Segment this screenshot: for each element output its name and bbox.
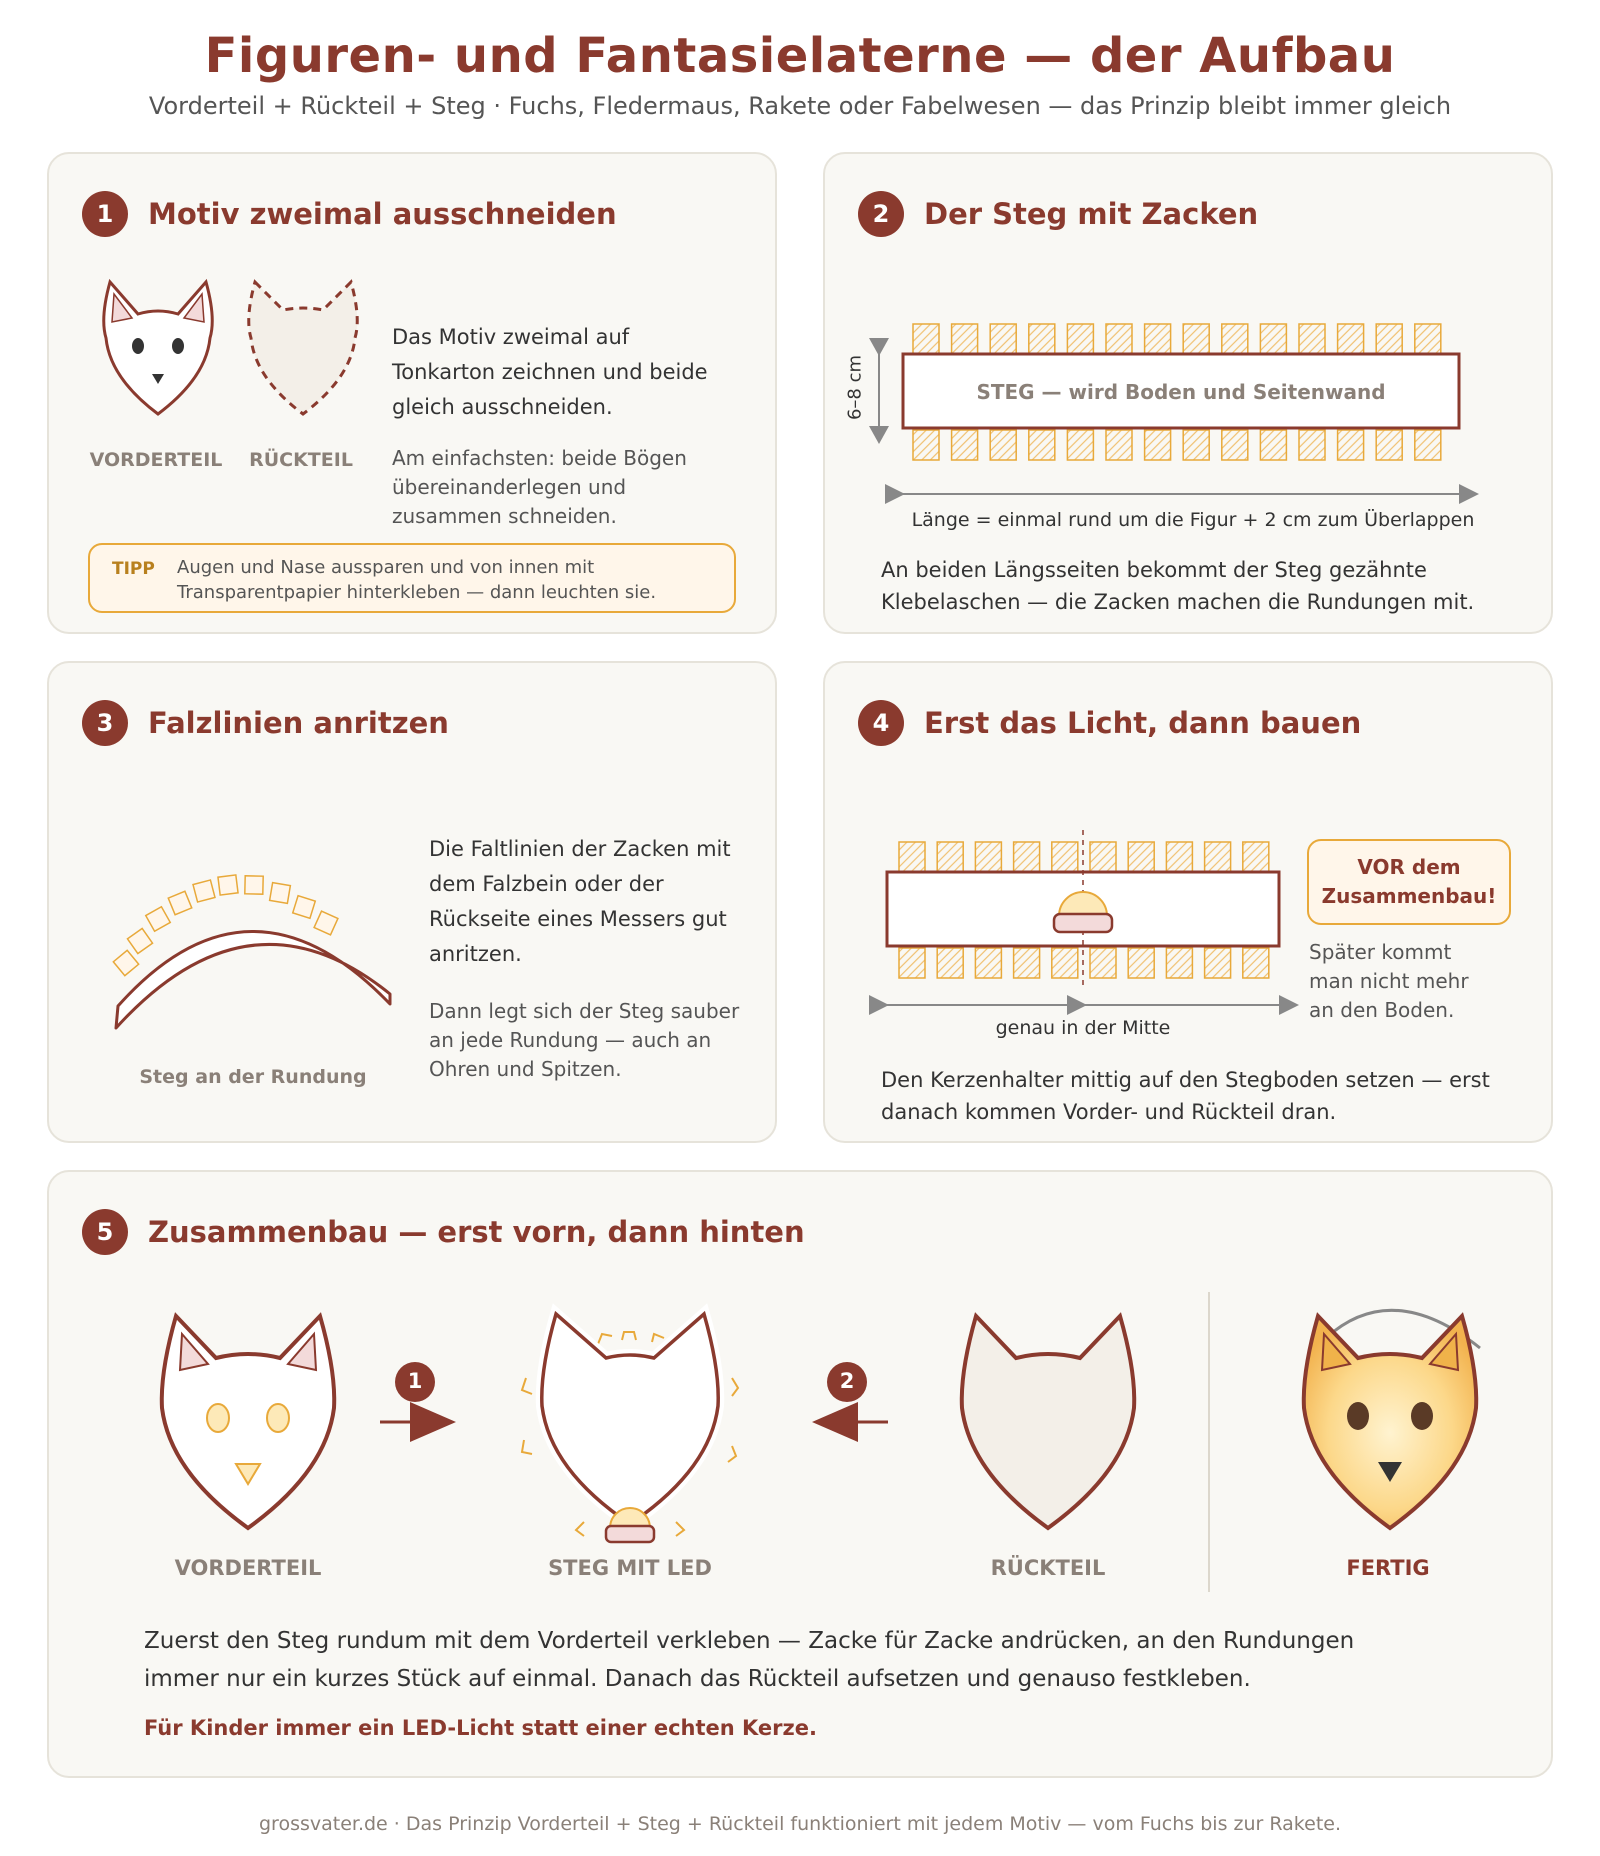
- tab: [1415, 324, 1441, 354]
- step-1-text-hint: Am einfachsten: beide Bögen übereinanderlegen und zusammen schneiden.: [392, 446, 687, 528]
- tab: [168, 891, 192, 915]
- tab: [1052, 948, 1078, 978]
- cat-back-icon: [956, 1312, 1140, 1532]
- tab: [146, 907, 171, 932]
- tab: [1029, 324, 1055, 354]
- tip-box: [88, 543, 736, 613]
- label-back: RÜCKTEIL: [990, 1556, 1106, 1580]
- top-tabs: [899, 842, 1269, 872]
- tab: [113, 950, 138, 975]
- tab: [1145, 430, 1171, 460]
- tab: [1014, 842, 1040, 872]
- tab: [1338, 430, 1364, 460]
- step-2-number: 2: [858, 191, 904, 237]
- tab: [218, 875, 238, 895]
- step-5-text: Zuerst den Steg rundum mit dem Vorderteil verkleben — Zacke für Zacke andrücken, an den Rundungen immer nur ein kurzes Stück auf einmal. Danach das Rückteil aufsetzen und genauso festkleben.: [144, 1628, 1355, 1692]
- tab: [990, 430, 1016, 460]
- step-1-title-text: Motiv zweimal ausschneiden: [148, 197, 617, 231]
- tab: [1067, 324, 1093, 354]
- tab: [293, 896, 316, 919]
- tab: [952, 430, 978, 460]
- step-1-text-main: Das Motiv zweimal auf Tonkarton zeichnen und beide gleich ausschneiden.: [392, 325, 708, 419]
- step-5-number: 5: [82, 1209, 128, 1255]
- curve-tabs: [113, 875, 338, 976]
- step-3-title: [82, 700, 449, 746]
- divider: [1208, 1292, 1210, 1592]
- callout-note: Später kommt man nicht mehr an den Boden.: [1309, 940, 1469, 1022]
- tab: [899, 948, 925, 978]
- top-tabs: [913, 324, 1441, 354]
- tab: [990, 324, 1016, 354]
- curved-steg-diagram: [100, 870, 410, 1050]
- tab: [1183, 430, 1209, 460]
- step-2-title: [858, 191, 1258, 237]
- step-2-text: An beiden Längsseiten bekommt der Steg gezähnte Klebelaschen — die Zacken machen die Rundungen mit.: [881, 558, 1475, 614]
- length-label: Länge = einmal rund um die Figur + 2 cm zum Überlappen: [911, 509, 1475, 531]
- safety-warning: Für Kinder immer ein LED-Licht statt einer echten Kerze.: [144, 1716, 817, 1740]
- steg-strip-diagram: [823, 300, 1553, 540]
- tab: [1205, 842, 1231, 872]
- steg-strip-label: STEG — wird Boden und Seitenwand: [976, 380, 1386, 404]
- tab: [937, 948, 963, 978]
- tab: [1067, 430, 1093, 460]
- arrow-2-number: 2: [839, 1369, 855, 1393]
- led-base: [1054, 914, 1112, 932]
- step-5-title-text: Zusammenbau — erst vorn, dann hinten: [148, 1215, 805, 1249]
- height-label: 6–8 cm: [844, 354, 866, 421]
- tab: [1376, 324, 1402, 354]
- tab: [1166, 948, 1192, 978]
- footer: grossvater.de · Das Prinzip Vorderteil + Steg + Rückteil funktioniert mit jedem Motiv — vom Fuchs bis zur Rakete.: [258, 1813, 1341, 1835]
- center-label: genau in der Mitte: [995, 1017, 1171, 1039]
- label-steg-led: STEG MIT LED: [548, 1556, 712, 1580]
- tab: [975, 842, 1001, 872]
- tab: [1090, 948, 1116, 978]
- tab: [1415, 430, 1441, 460]
- tab: [245, 876, 263, 894]
- bottom-tabs: [899, 948, 1269, 978]
- tab: [1166, 842, 1192, 872]
- tab: [314, 911, 338, 935]
- tab: [1052, 842, 1078, 872]
- tab: [1090, 842, 1116, 872]
- bottom-tabs: [913, 430, 1441, 460]
- step-1-number: 1: [82, 191, 128, 237]
- cat-front-icon: [156, 1312, 340, 1532]
- tab: [1222, 430, 1248, 460]
- step-1-label-front: VORDERTEIL: [89, 449, 223, 471]
- tab: [1299, 324, 1325, 354]
- step-4-title: [858, 700, 1361, 746]
- step-1-label-back: RÜCKTEIL: [249, 449, 353, 471]
- step-4-text: Den Kerzenhalter mittig auf den Stegboden setzen — erst danach kommen Vorder- und Rückteil dran.: [881, 1068, 1490, 1124]
- tab: [899, 842, 925, 872]
- tab: [1014, 948, 1040, 978]
- arrow-1-number: 1: [407, 1369, 423, 1393]
- step-3-text-hint: Dann legt sich der Steg sauber an jede Rundung — auch an Ohren und Spitzen.: [429, 999, 740, 1081]
- tab: [127, 928, 152, 953]
- cat-back-outline-icon: [243, 278, 363, 418]
- tab: [1029, 430, 1055, 460]
- steg-led-diagram: [823, 820, 1323, 1040]
- tip-label: TIPP: [112, 559, 155, 579]
- step-3-caption: Steg an der Rundung: [139, 1066, 367, 1088]
- step-3-number: 3: [82, 700, 128, 746]
- tab: [952, 324, 978, 354]
- tab: [1243, 842, 1269, 872]
- tab: [1106, 324, 1132, 354]
- tab: [937, 842, 963, 872]
- step-4-title-text: Erst das Licht, dann bauen: [924, 706, 1362, 740]
- tab: [1205, 948, 1231, 978]
- tab: [1338, 324, 1364, 354]
- step-3-title-text: Falzlinien anritzen: [148, 706, 449, 740]
- label-done: FERTIG: [1346, 1556, 1430, 1580]
- callout-box: VOR dem Zusammenbau!: [1307, 839, 1511, 925]
- finished-lantern-icon: [1296, 1298, 1486, 1534]
- tab: [270, 883, 291, 904]
- tab: [975, 948, 1001, 978]
- step-2-title-text: Der Steg mit Zacken: [924, 197, 1259, 231]
- steg-led-frame-icon: [510, 1300, 750, 1550]
- step-3-text-main: Die Faltlinien der Zacken mit dem Falzbein oder der Rückseite eines Messers gut anritzen.: [429, 837, 731, 966]
- label-front: VORDERTEIL: [174, 1556, 322, 1580]
- page-title: Figuren- und Fantasielaterne — der Aufbau: [204, 28, 1396, 84]
- tab: [913, 324, 939, 354]
- tab: [1260, 430, 1286, 460]
- cat-front-small-icon: [98, 278, 218, 418]
- step-5-title: [82, 1209, 805, 1255]
- tab: [1128, 842, 1154, 872]
- tab: [1243, 948, 1269, 978]
- step-4-number: 4: [858, 700, 904, 746]
- step-1-title: [82, 191, 617, 237]
- tab: [1128, 948, 1154, 978]
- tab: [1145, 324, 1171, 354]
- tab: [913, 430, 939, 460]
- tab: [1376, 430, 1402, 460]
- tab: [1183, 324, 1209, 354]
- tip-text: Augen und Nase aussparen und von innen mit Transparentpapier hinterkleben — dann leuchten sie.: [177, 557, 657, 603]
- tab: [1299, 430, 1325, 460]
- tab: [1260, 324, 1286, 354]
- tab: [1106, 430, 1132, 460]
- tab: [193, 880, 215, 902]
- page-subtitle: Vorderteil + Rückteil + Steg · Fuchs, Fledermaus, Rakete oder Fabelwesen — das Prinzip bleibt immer gleich: [148, 92, 1452, 120]
- tab: [1222, 324, 1248, 354]
